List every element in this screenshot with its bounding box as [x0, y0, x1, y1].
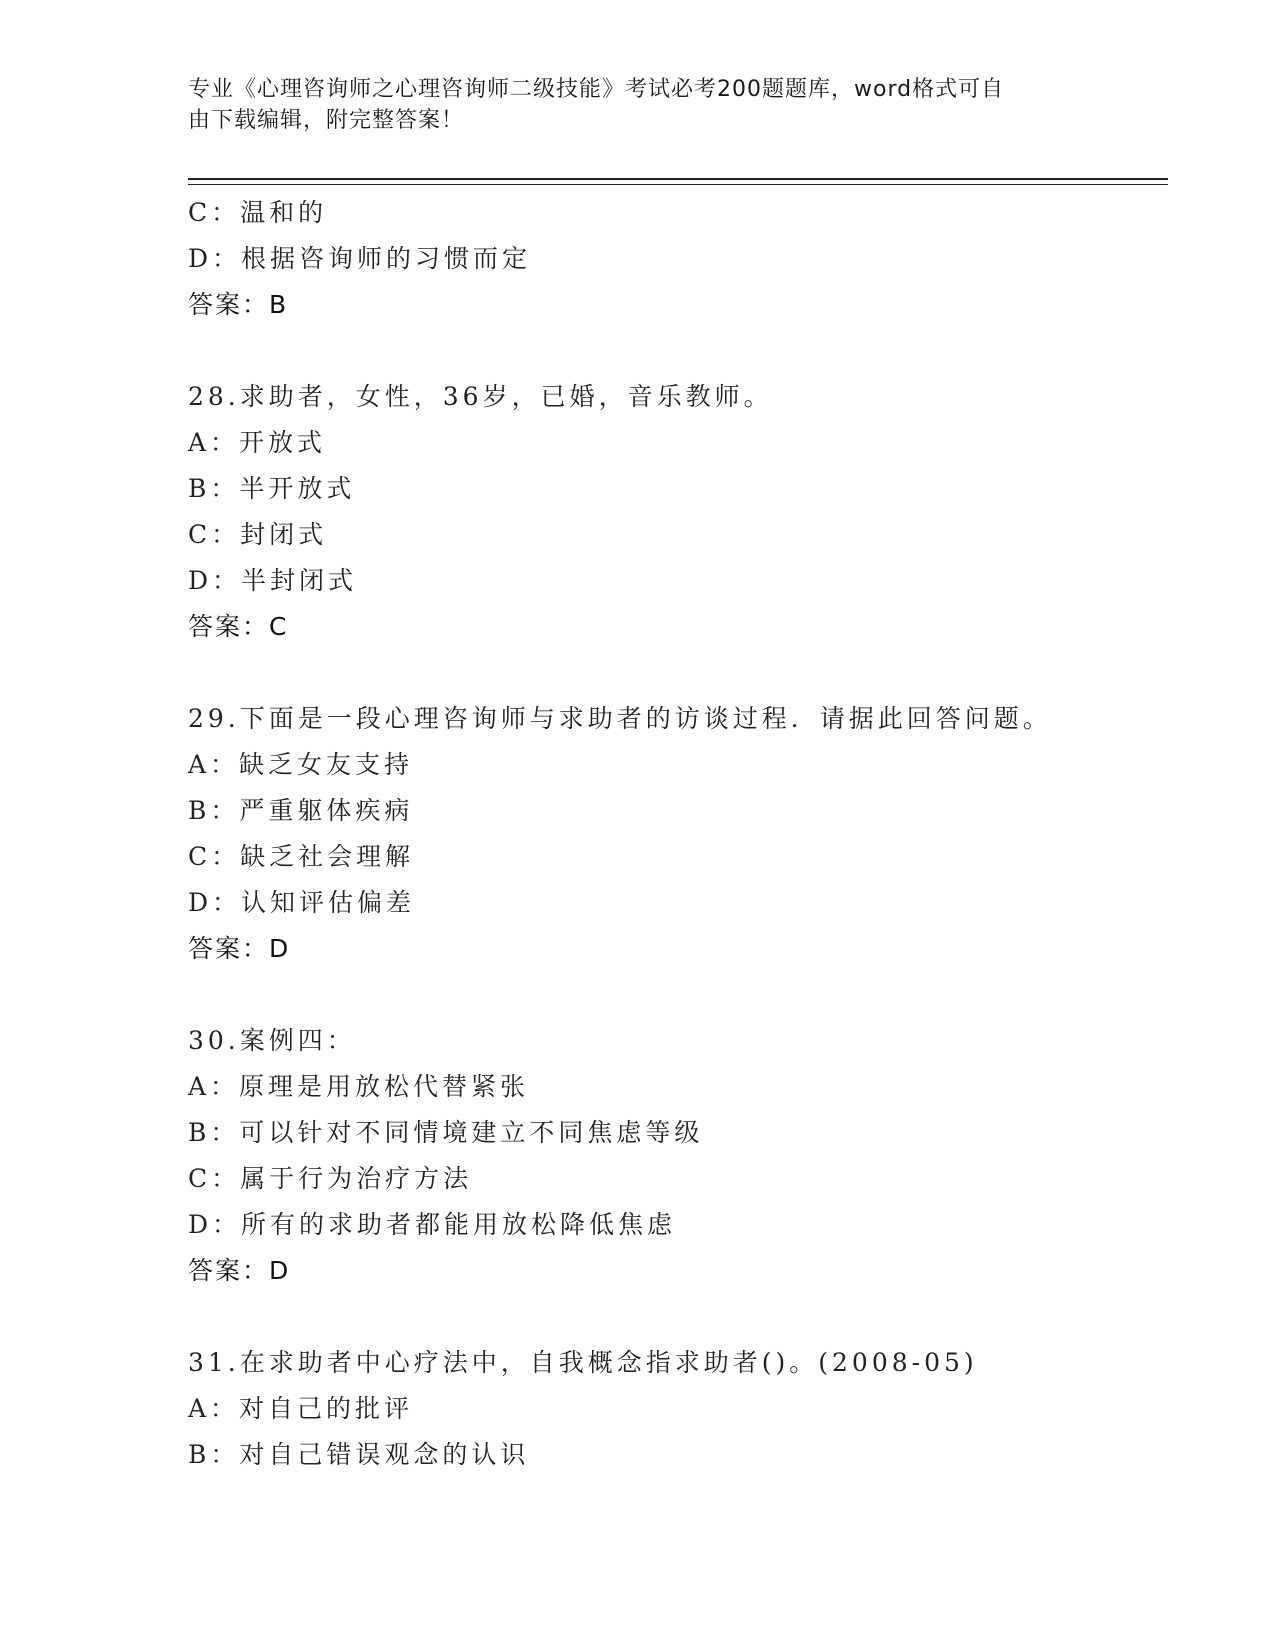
option-b: B：半开放式 [188, 474, 356, 503]
answer-line: 答案：D [188, 1256, 291, 1285]
option-b: B：对自己错误观念的认识 [188, 1440, 530, 1469]
option-c: C：封闭式 [188, 520, 328, 549]
option-a: A：对自己的批评 [188, 1394, 414, 1423]
header-line-2: 由下载编辑，附完整答案！ [188, 108, 465, 133]
question-list [188, 190, 1168, 1478]
document-header [188, 74, 1088, 136]
question-block-28 [188, 374, 1168, 650]
question-block-31 [188, 1340, 1168, 1478]
option-a: A：原理是用放松代替紧张 [188, 1072, 530, 1101]
option-a: A：开放式 [188, 428, 327, 457]
question-text: 29.下面是一段心理咨询师与求助者的访谈过程．请据此回答问题。 [188, 704, 1052, 733]
spacer [188, 1294, 1168, 1340]
option-b: B：严重躯体疾病 [188, 796, 414, 825]
header-line-1: 专业《心理咨询师之心理咨询师二级技能》考试必考200题题库，word格式可自 [188, 77, 1005, 102]
answer-line: 答案：B [188, 290, 289, 319]
answer-line: 答案：C [188, 612, 289, 641]
question-block-29 [188, 696, 1168, 972]
option-d: D：认知评估偏差 [188, 888, 416, 917]
option-d: D：所有的求助者都能用放松降低焦虑 [188, 1210, 677, 1239]
header-divider-bottom [188, 184, 1168, 185]
spacer [188, 328, 1168, 374]
answer-line: 答案：D [188, 934, 291, 963]
option-c: C：属于行为治疗方法 [188, 1164, 473, 1193]
option-a: A：缺乏女友支持 [188, 750, 414, 779]
option-b: B：可以针对不同情境建立不同焦虑等级 [188, 1118, 704, 1147]
question-block-30 [188, 1018, 1168, 1294]
option-d: D：根据咨询师的习惯而定 [188, 244, 532, 273]
question-block-27 [188, 190, 1168, 328]
question-text: 30.案例四： [188, 1026, 356, 1055]
question-text: 28.求助者，女性，36岁，已婚，音乐教师。 [188, 382, 773, 411]
option-c: C：缺乏社会理解 [188, 842, 415, 871]
header-divider-top [188, 178, 1168, 180]
spacer [188, 650, 1168, 696]
option-c: C：温和的 [188, 198, 328, 227]
option-d: D：半封闭式 [188, 566, 358, 595]
question-text: 31.在求助者中心疗法中，自我概念指求助者()。(2008-05) [188, 1348, 978, 1377]
spacer [188, 972, 1168, 1018]
